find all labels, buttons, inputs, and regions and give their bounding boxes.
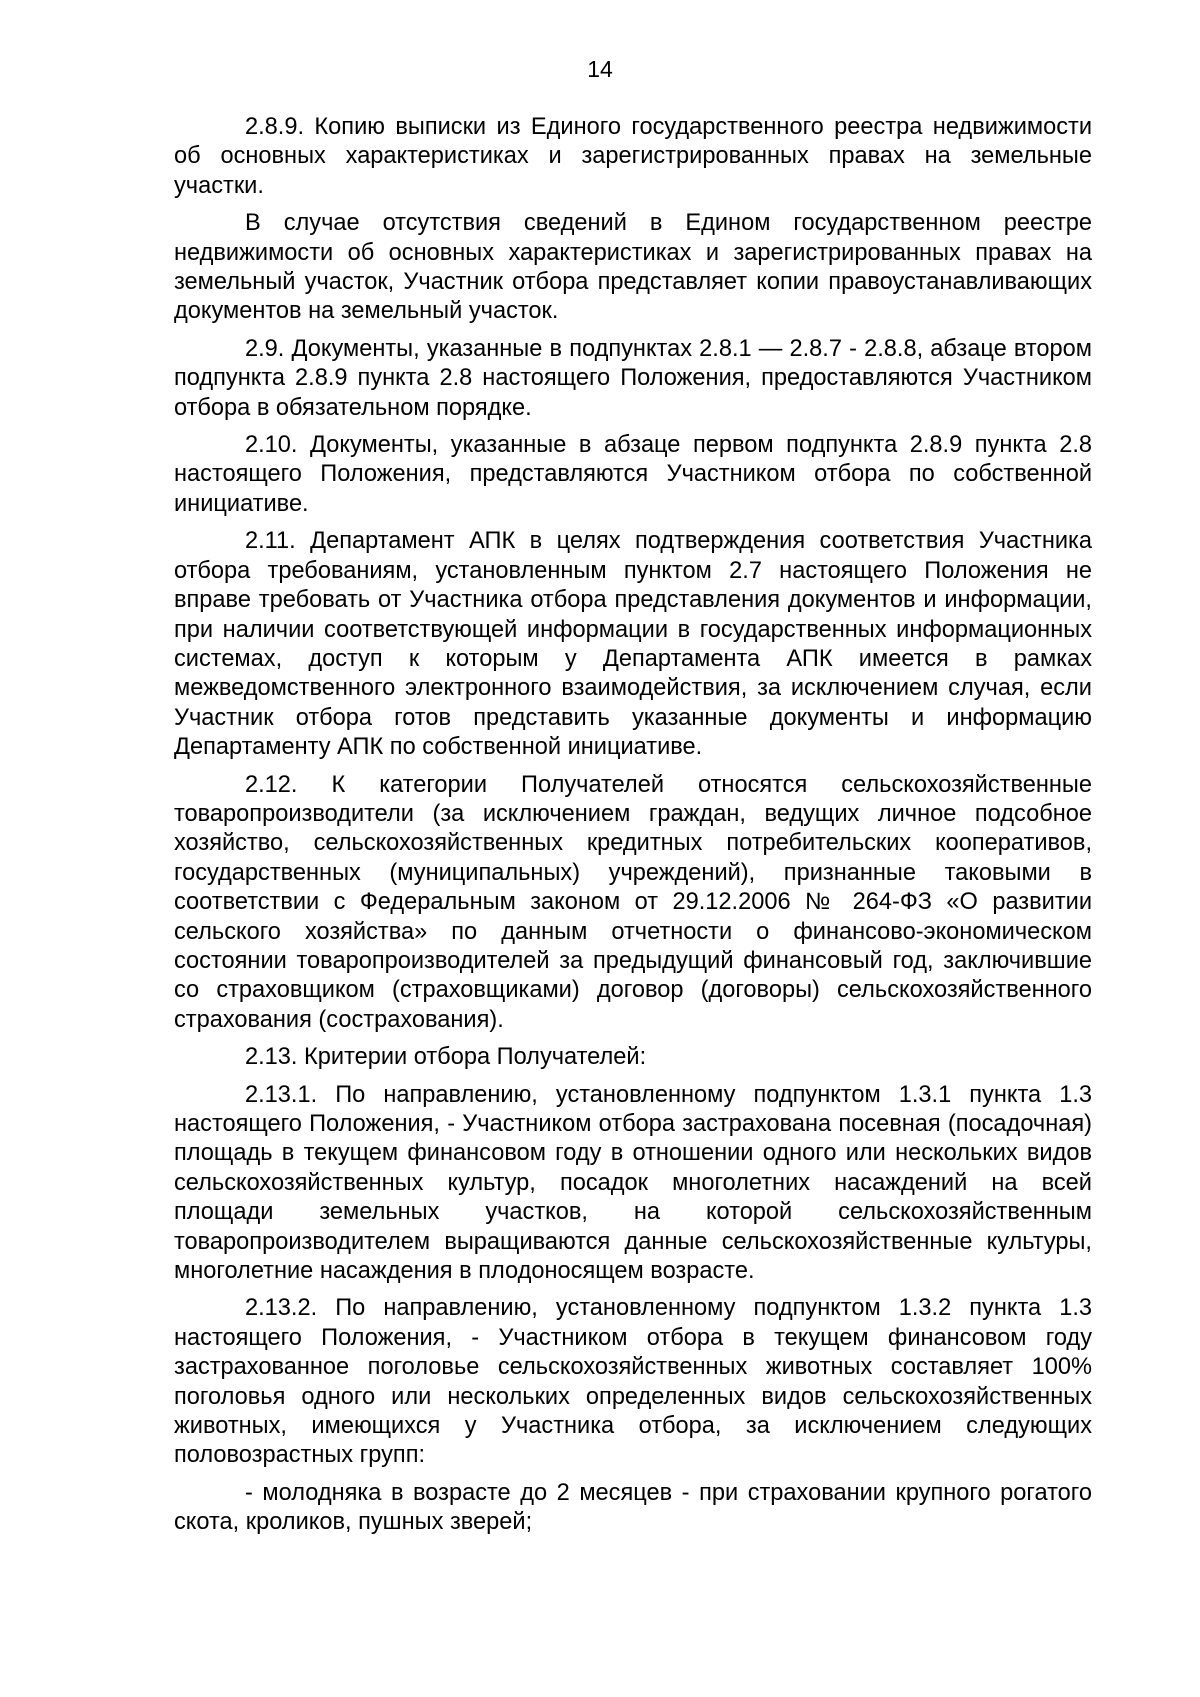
paragraph-2-13-1: 2.13.1. По направлению, установленному подпунктом 1.3.1 пункта 1.3 настоящего Положения, - Участником отбора застрахована посевная (посадочная) площадь в текущем финансовом году в отношении одного или нескольких видов сельскохозяйственных культур, посадок многолетних насаждений на всей площади земельных участков, на которой сельскохозяйственным товаропроизводителем выращиваются данные сельскохозяйственные культуры, многолетние насаждения в плодоносящем возрасте. [174, 1081, 1092, 1285]
document-body [174, 113, 1092, 1546]
page-number: 14 [587, 56, 613, 82]
paragraph-2-13-2: 2.13.2. По направлению, установленному подпунктом 1.3.2 пункта 1.3 настоящего Положения, - Участником отбора в текущем финансовом году застрахованное поголовье сельскохозяйственных животных составляет 100% поголовья одного или нескольких определенных видов сельскохозяйственных животных, имеющихся у Участника отбора, за исключением следующих половозрастных групп: [174, 1295, 1092, 1469]
paragraph-2-8-9-second: В случае отсутствия сведений в Едином государственном реестре недвижимости об основных характеристиках и зарегистрированных правах на земельный участок, Участник отбора представляет копии правоустанавливающих документов на земельный участок. [174, 210, 1092, 325]
paragraph-2-12: 2.12. К категории Получателей относятся сельскохозяйственные товаропроизводители (за исключением граждан, ведущих личное подсобное хозяйство, сельскохозяйственных кредитных потребительских кооперативов, государственных (муниципальных) учреждений), признанные таковыми в соответствии с Федеральным законом от 29.12.2006 № 264-ФЗ «О развитии сельского хозяйства» по данным отчетности о финансово-экономическом состоянии товаропроизводителей за предыдущий финансовый год, заключившие со страховщиком (страховщиками) договор (договоры) сельскохозяйственного страхования (сострахования). [174, 771, 1092, 1033]
paragraph-2-8-9: 2.8.9. Копию выписки из Единого государственного реестра недвижимости об основных характеристиках и зарегистрированных правах на земельные участки. [174, 114, 1092, 199]
paragraph-2-11: 2.11. Департамент АПК в целях подтверждения соответствия Участника отбора требованиям, установленным пунктом 2.7 настоящего Положения не вправе требовать от Участника отбора представления документов и информации, при наличии соответствующей информации в государственных информационных системах, доступ к которым у Департамента АПК имеется в рамках межведомственного электронного взаимодействия, за исключением случая, если Участник отбора готов представить указанные документы и информацию Департаменту АПК по собственной инициативе. [174, 528, 1092, 761]
paragraph-2-9: 2.9. Документы, указанные в подпунктах 2.8.1 — 2.8.7 - 2.8.8, абзаце втором подпункта 2.8.9 пункта 2.8 настоящего Положения, предоставляются Участником отбора в обязательном порядке. [174, 335, 1092, 421]
paragraph-list-item: - молодняка в возрасте до 2 месяцев - при страховании крупного рогатого скота, кроликов, пушных зверей; [174, 1479, 1092, 1536]
paragraph-2-13: 2.13. Критерии отбора Получателей: [245, 1044, 647, 1071]
paragraph-2-10: 2.10. Документы, указанные в абзаце первом подпункта 2.8.9 пункта 2.8 настоящего Положения, представляются Участником отбора по собственной инициативе. [174, 432, 1092, 517]
